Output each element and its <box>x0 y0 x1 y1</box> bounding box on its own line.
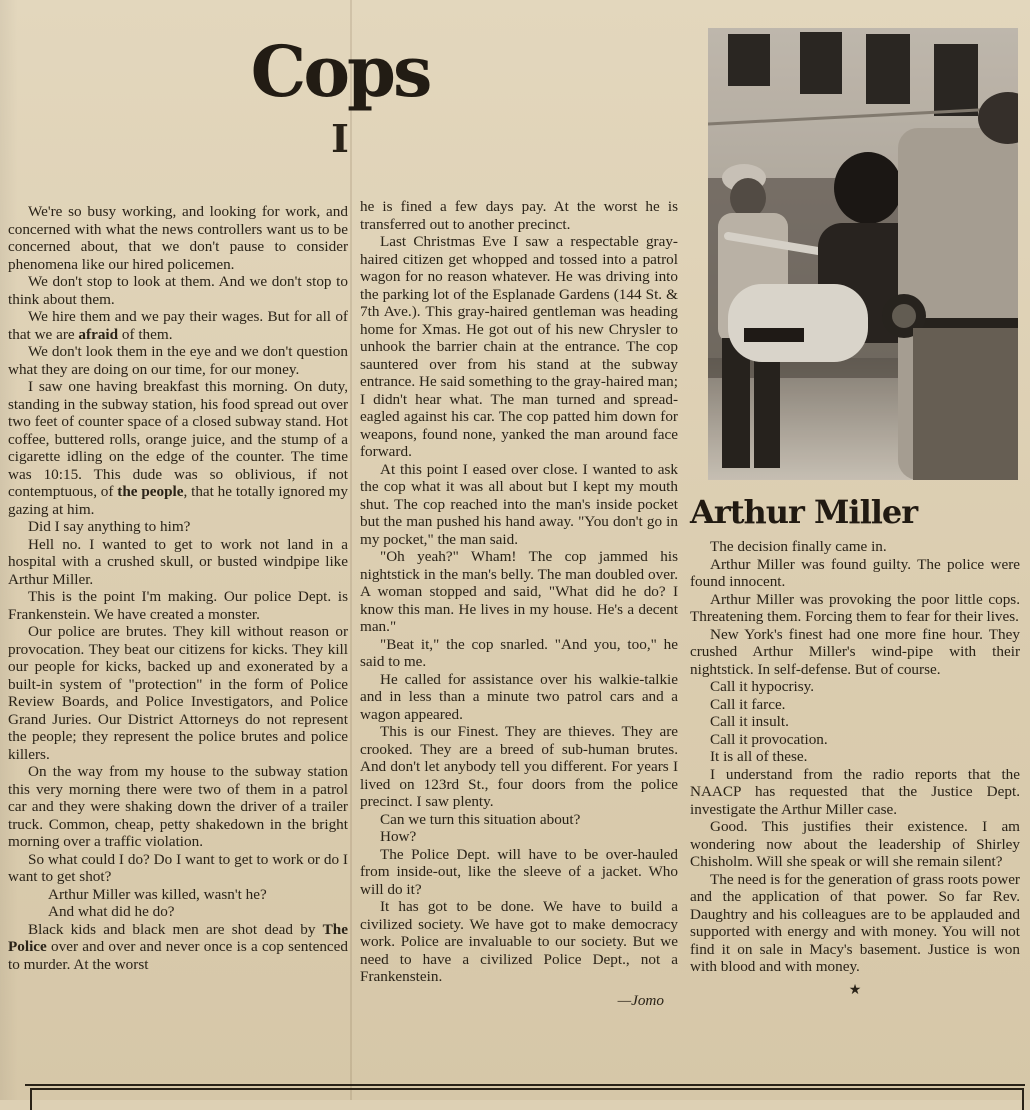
page-fold-line <box>350 0 352 1100</box>
paragraph: The need is for the generation of grass roots power and the application of that power. So far Rev. Daughtry and his colleagues are to be applauded and supported with energy and with money. You will not find it on sale in Macy's basement. Justice is won with blood and with money. <box>690 870 1020 975</box>
paragraph: Arthur Miller was found guilty. The police were found innocent. <box>690 555 1020 590</box>
paragraph: Arthur Miller was killed, wasn't he? <box>48 885 267 903</box>
paragraph: He called for assistance over his walkie-talkie and in less than a minute two patrol cars and a wagon appeared. <box>360 670 678 723</box>
paragraph: Black kids and black men are shot dead by The Police over and over and never once is a cop sentenced to murder. At the worst <box>8 920 348 973</box>
bottom-rule <box>25 1084 1025 1086</box>
end-mark-star-icon: ★ <box>848 982 862 998</box>
article-column-3 <box>690 538 1020 999</box>
paragraph: Can we turn this situation about? <box>380 810 581 828</box>
paragraph: "Oh yeah?" Wham! The cop jammed his nightstick in the man's belly. The man doubled over. A woman stopped and said, "What did he do? I know this man. He lives in my house. He's a decent man." <box>360 548 678 635</box>
byline-heading: Arthur Miller <box>690 493 918 531</box>
paragraph: It is all of these. <box>710 748 808 765</box>
paragraph: Arthur Miller was provoking the poor little cops. Threatening them. Forcing them to fear for their lives. <box>690 590 1020 625</box>
paragraph: The Police Dept. will have to be over-hauled from inside-out, like the sleeve of a jacket. Who will do it? <box>360 845 678 898</box>
emphasis-the-police: The Police <box>8 920 348 955</box>
paragraph: This is the point I'm making. Our police Dept. is Frankenstein. We have created a monster. <box>8 588 348 623</box>
emphasis-afraid: afraid <box>78 325 119 343</box>
paragraph: At this point I eased over close. I wanted to ask the cop what it was all about but I kept my mouth shut. The cop reached into the man's inside pocket but the man pushed his hand away. "You don't go in my pocket," the man said. <box>360 460 678 548</box>
paragraph: I saw one having breakfast this morning. On duty, standing in the subway station, his food spread out over two feet of counter space of a closed subway stand. Hot coffee, buttered rolls, orange juice, and the stump of a cigarette idling on the edge of the counter. The time was 10:15. This dude was so oblivious, if not contemptuous, of the people, that he totally ignored my gazing at him. <box>8 378 349 518</box>
emphasis-the-people: the people <box>117 483 184 500</box>
paragraph: It has got to be done. We have to build a civilized society. We have got to make democracy work. Police are invaluable to our society. But we need to have a civilized Police Dept., not a Frankenstein. <box>360 898 678 985</box>
paragraph: Call it farce. <box>710 695 786 713</box>
author-signature: —Jomo <box>617 991 664 1009</box>
paragraph: On the way from my house to the subway station this very morning there were two of them in a patrol car and they were shaking down the driver of a trailer truck. Common, cheap, petty shakedown in the bright morning over a traffic violation. <box>8 763 348 850</box>
paragraph: Call it provocation. <box>710 730 828 748</box>
article-column-1 <box>8 203 348 973</box>
paragraph: How? <box>380 828 417 845</box>
paragraph: Did I say anything to him? <box>28 518 191 535</box>
paragraph: Call it insult. <box>710 713 789 730</box>
article-column-2 <box>360 198 678 1009</box>
paragraph: So what could I do? Do I want to get to work or do I want to get shot? <box>8 850 348 885</box>
paragraph: Last Christmas Eve I saw a respectable gray-haired citizen get whopped and tossed into a patrol wagon for no reason whatever. He was driving into the parking lot of the Esplanade Gardens (144 St. & 7th Ave.). This gray-haired gentleman was heading home for Xmas. He got out of his new Chrysler to unhook the barrier chain at the entrance. The cop sauntered over from his stand at the subway entrance. He said something to the gray-haired man; I didn't hear what. The man turned and spread-eagled against his car. The cop patted him down for weapons, found none, yanked the man around face forward. <box>360 233 678 460</box>
paragraph: And what did he do? <box>48 903 175 920</box>
photo-police-struggle-icon <box>708 28 1018 480</box>
headline-part-number: I <box>331 116 349 161</box>
paragraph: "Beat it," the cop snarled. "And you, too," he said to me. <box>360 635 678 670</box>
headline-block <box>240 32 440 160</box>
paragraph: Good. This justifies their existence. I am wondering now about the leadership of Shirley Chisholm. Will she speak or will she remain silent? <box>690 818 1020 870</box>
headline-title: Cops <box>250 30 430 113</box>
paragraph: I understand from the radio reports that the NAACP has requested that the Justice Dept. investigate the Arthur Miller case. <box>690 765 1020 818</box>
paragraph: Hell no. I wanted to get to work not land in a hospital with a crushed skull, or busted windpipe like Arthur Miller. <box>8 535 348 588</box>
paragraph: This is our Finest. They are thieves. They are crooked. They are a breed of sub-human brutes. And don't let anybody tell you different. For years I lived on 123rd St., four doors from the police precinct. I saw plenty. <box>360 723 678 810</box>
paragraph: New York's finest had one more fine hour. They crushed Arthur Miller's wind-pipe with their nightstick. In self-defense. But of course. <box>690 625 1020 678</box>
paragraph: Call it hypocrisy. <box>710 678 815 695</box>
paragraph: We don't look them in the eye and we don't question what they are doing on our time, for our money. <box>8 343 348 378</box>
paragraph: We're so busy working, and looking for work, and concerned with what the news controllers want us to be concerned about, that we don't pause to consider phenomena like our hired policemen. <box>8 203 348 273</box>
next-article-border <box>30 1088 1024 1110</box>
paragraph: The decision finally came in. <box>710 538 887 555</box>
paragraph: Our police are brutes. They kill without reason or provocation. They beat our citizens for kicks. They kill our people for kicks, backed up and exonerated by a built-in system of "protection" in the form of Police Review Boards, and Police Investigators, and Police Grand Juries. Our District Attorneys do not represent the people; they represent the police brutes and police killers. <box>8 623 348 763</box>
paragraph: We hire them and we pay their wages. But for all of that we are afraid of them. <box>8 308 348 343</box>
news-photo <box>708 28 1018 480</box>
paragraph: he is fined a few days pay. At the worst he is transferred out to another precinct. <box>360 198 678 233</box>
paragraph: We don't stop to look at them. And we don't stop to think about them. <box>8 273 348 308</box>
